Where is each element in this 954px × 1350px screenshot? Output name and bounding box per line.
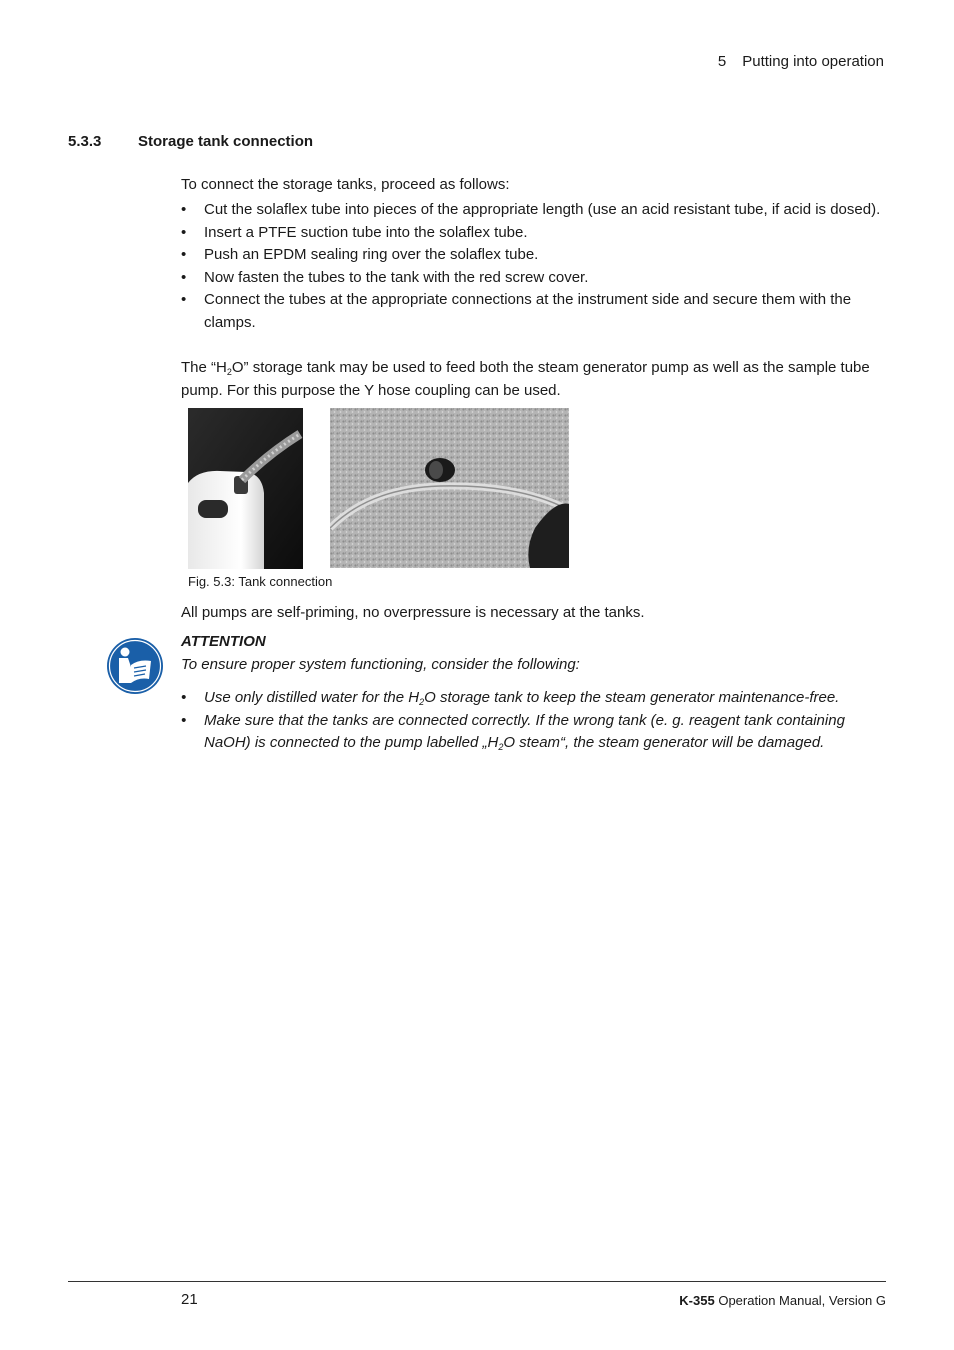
chapter-number: 5 [717, 53, 727, 70]
intro-paragraph: To connect the storage tanks, proceed as follows: [181, 176, 510, 193]
priming-note: All pumps are self-priming, no overpressure is necessary at the tanks. [181, 604, 645, 621]
list-item: • Cut the solaflex tube into pieces of the appropriate length (use an acid resistant tube, if acid is dosed). [181, 199, 887, 222]
footer-title [679, 1293, 886, 1308]
running-header [718, 53, 884, 70]
attention-list [181, 687, 887, 755]
section-title: Storage tank connection [138, 133, 314, 150]
list-item: • Now fasten the tubes to the tank with the red screw cover. [181, 267, 887, 290]
list-item: • Insert a PTFE suction tube into the solaflex tube. [181, 222, 887, 245]
attention-intro: To ensure proper system functioning, consider the following: [181, 656, 580, 673]
list-item: • Connect the tubes at the appropriate connections at the instrument side and secure them with the clamps. [181, 289, 887, 334]
h2o-tank-note: The “$H_2O$” storage tank may be used to feed both the steam generator pump as well as the sample tube pump. For this purpose the Y hose coupling can be used. [181, 359, 870, 399]
page-number: 21 [181, 1291, 198, 1308]
manual-title: Operation Manual, Version G [718, 1293, 886, 1308]
list-item: • Push an EPDM sealing ring over the solaflex tube. [181, 244, 887, 267]
list-item: • Use only distilled water for the $H_2O$ storage tank to keep the steam generator maintenance-free. [181, 687, 887, 710]
section-heading [68, 133, 313, 150]
figure-caption: Fig. 5.3: Tank connection [188, 574, 333, 589]
list-item: • Make sure that the tanks are connected correctly. If the wrong tank (e. g. reagent tank containing NaOH) is connected to the pump labelled $„H_2O$ steam“, the steam generator will be damaged. [181, 710, 887, 755]
coupling-photo [330, 408, 569, 568]
model-name: K-355 [679, 1293, 715, 1308]
footer-rule [68, 1281, 886, 1282]
chapter-title: Putting into operation [742, 53, 884, 70]
tank-photo [188, 408, 303, 569]
steps-list [181, 199, 887, 334]
section-number: 5.3.3 [68, 133, 102, 150]
attention-title: ATTENTION [181, 633, 266, 650]
read-manual-icon [106, 637, 164, 695]
